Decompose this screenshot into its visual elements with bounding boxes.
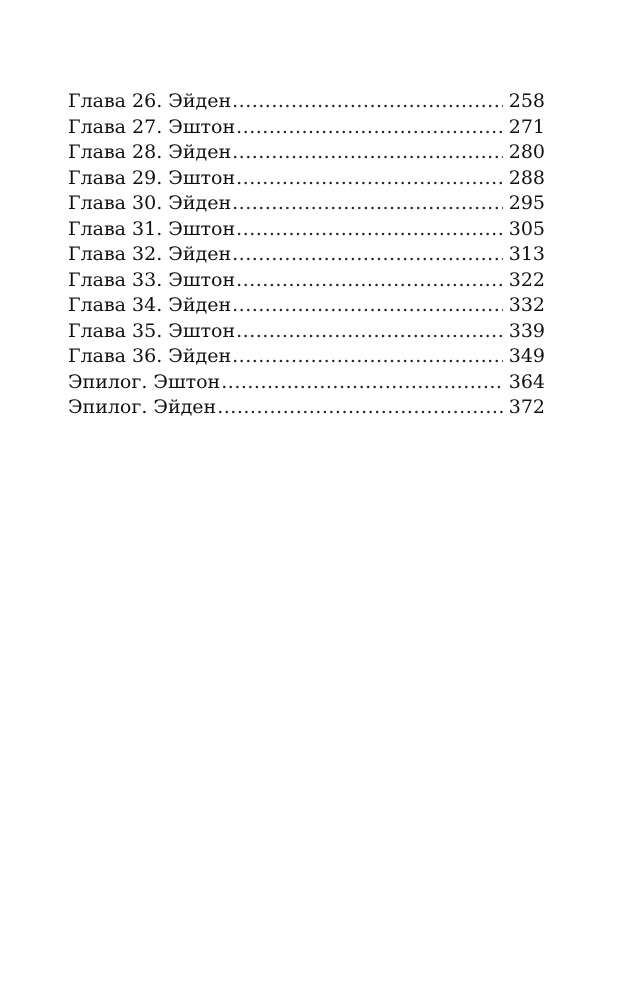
toc-entry-title: Эпилог. Эйден	[68, 396, 217, 418]
toc-entry-title: Глава 29. Эштон	[68, 166, 236, 189]
toc-dot-leader	[236, 115, 503, 141]
toc-entry-page: 280	[508, 141, 545, 163]
toc-entry-title: Глава 35. Эштон	[68, 319, 236, 342]
toc-entry-title: Глава 34. Эйден	[68, 294, 232, 316]
toc-entry-page: 295	[508, 192, 545, 214]
toc-entry	[68, 140, 545, 166]
toc-entry-page: 271	[508, 115, 545, 138]
toc-entry-page: 332	[508, 294, 545, 316]
toc-entry-title: Эпилог. Эштон	[68, 370, 221, 393]
toc-entry-page: 313	[508, 243, 545, 265]
toc-entry	[68, 319, 545, 345]
toc-entry-page: 258	[508, 90, 545, 112]
toc-entry-title: Глава 31. Эштон	[68, 217, 236, 240]
toc-entry-page: 305	[508, 217, 545, 240]
toc-entry-title: Глава 32. Эйден	[68, 243, 232, 265]
toc-dot-leader	[236, 319, 503, 345]
toc-entry-title: Глава 33. Эштон	[68, 268, 236, 291]
toc-entry-title: Глава 27. Эштон	[68, 115, 236, 138]
toc-entry	[68, 293, 545, 319]
toc-dot-leader	[232, 344, 503, 370]
toc-entry-page: 339	[508, 319, 545, 342]
toc-entry	[68, 268, 545, 294]
toc-entry	[68, 115, 545, 141]
toc-entry	[68, 395, 545, 421]
toc-entry-title: Глава 26. Эйден	[68, 90, 232, 112]
toc-entry-page: 322	[508, 268, 545, 291]
toc-dot-leader	[232, 89, 503, 115]
toc-entry	[68, 217, 545, 243]
toc-dot-leader	[232, 140, 503, 166]
toc-dot-leader	[232, 191, 503, 217]
toc-dot-leader	[236, 217, 503, 243]
toc-entry	[68, 370, 545, 396]
toc-entry	[68, 242, 545, 268]
toc-entry	[68, 344, 545, 370]
toc-entry-page: 364	[508, 370, 545, 393]
toc-entry-title: Глава 28. Эйден	[68, 141, 232, 163]
toc-entry-page: 349	[508, 345, 545, 367]
toc-entry-page: 288	[508, 166, 545, 189]
toc-entry-title: Глава 30. Эйден	[68, 192, 232, 214]
toc-dot-leader	[232, 242, 503, 268]
toc-entry	[68, 166, 545, 192]
toc-entry	[68, 89, 545, 115]
toc-dot-leader	[232, 293, 503, 319]
toc-entry-page: 372	[508, 396, 545, 418]
toc-dot-leader	[236, 268, 503, 294]
table-of-contents	[68, 89, 545, 421]
toc-dot-leader	[221, 370, 503, 396]
toc-dot-leader	[217, 395, 503, 421]
toc-entry	[68, 191, 545, 217]
toc-entry-title: Глава 36. Эйден	[68, 345, 232, 367]
toc-dot-leader	[236, 166, 503, 192]
